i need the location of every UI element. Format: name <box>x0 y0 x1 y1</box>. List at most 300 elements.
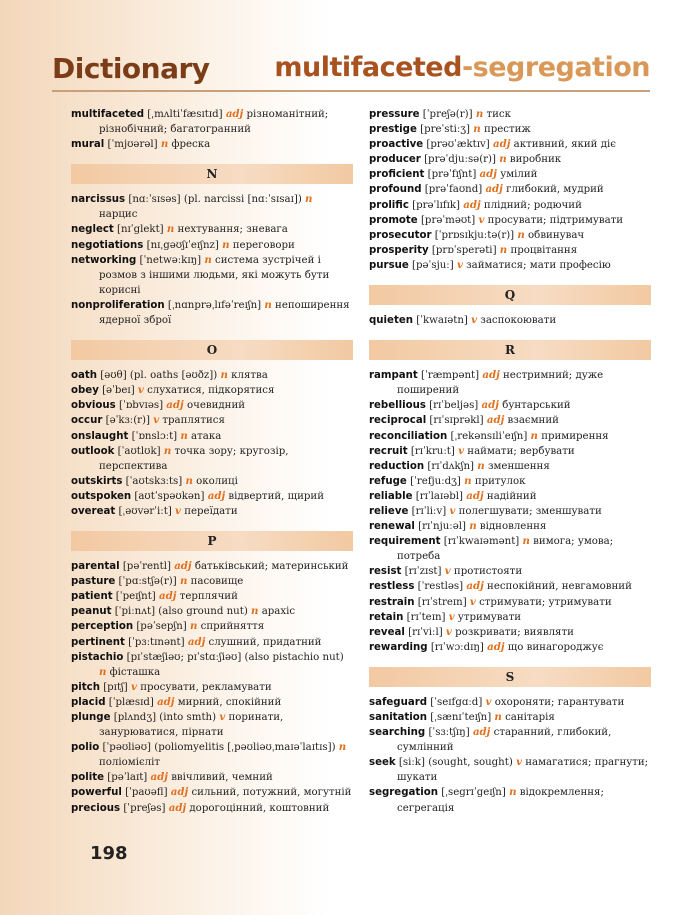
range-start: multifaceted <box>274 52 462 83</box>
transcription: [ˌnɑnprəˌlɪfəˈreɪʃn] <box>164 299 265 311</box>
headword: seek <box>369 757 396 769</box>
headword: reciprocal <box>369 415 427 427</box>
transcription: [ˈpreʃəs] <box>120 802 169 814</box>
dictionary-entry <box>369 625 651 640</box>
dictionary-entry <box>369 504 651 519</box>
dictionary-entry <box>71 398 353 413</box>
transcription: [ˈpreʃə(r)] <box>419 109 476 120</box>
definition: плідний; родючий <box>480 199 582 211</box>
definition: зменшення <box>484 460 550 472</box>
definition: слухатися, підкорятися <box>143 385 275 397</box>
headword: mural <box>71 139 105 151</box>
headword: outspoken <box>71 490 132 502</box>
definition: очевидний <box>183 400 246 412</box>
headword: perception <box>71 621 134 633</box>
headword: polite <box>71 772 105 784</box>
headword: powerful <box>71 787 122 799</box>
dictionary-entry <box>71 429 353 444</box>
transcription: [ˈprɒsɪkjuːtə(r)] <box>431 229 518 241</box>
section-letter: N <box>71 164 353 184</box>
definition: клятва <box>227 370 268 382</box>
definition: просувати, рекламувати <box>136 681 272 693</box>
dictionary-entry <box>71 238 353 253</box>
part-of-speech: n <box>530 429 538 442</box>
part-of-speech: adj <box>482 369 500 382</box>
part-of-speech: adj <box>472 726 491 739</box>
dictionary-entry <box>71 785 353 800</box>
definition: слушний, придатний <box>205 636 322 648</box>
definition: процвітання <box>507 244 578 256</box>
part-of-speech: adj <box>174 560 192 573</box>
dictionary-entry <box>369 429 651 444</box>
definition: протистояти <box>450 566 523 578</box>
dictionary-entry <box>369 785 651 815</box>
headword: rampant <box>369 370 418 382</box>
headword: outlook <box>71 445 115 457</box>
transcription: [rɪˈteɪn] <box>403 611 449 623</box>
definition: сильний, потужний, могутній <box>188 787 352 799</box>
definition: престиж <box>480 124 531 136</box>
dictionary-entry <box>71 107 353 137</box>
headword: reliable <box>369 490 413 502</box>
part-of-speech: adj <box>225 108 244 120</box>
headword: profound <box>369 184 422 196</box>
page-range <box>274 52 650 83</box>
transcription: [rɪˈsɪprəkl] <box>426 415 487 427</box>
transcription: [ˈaʊtlʊk] <box>114 445 164 457</box>
transcription: [prəˈfaʊnd] <box>421 184 486 196</box>
transcription: [rɪˈkwaɪəmənt] <box>440 536 523 548</box>
transcription: [siːk] (sought, sought) <box>395 757 517 769</box>
dictionary-entry <box>369 213 651 228</box>
dictionary-entry <box>71 368 353 383</box>
headword: pertinent <box>71 636 125 648</box>
definition: різноманітний; різнобічний; багатогранний <box>99 109 329 136</box>
part-of-speech: adj <box>157 695 175 708</box>
definition: непоширення ядерної зброї <box>99 299 350 327</box>
part-of-speech: adj <box>466 580 484 593</box>
part-of-speech: adj <box>486 414 505 427</box>
part-of-speech: n <box>189 620 198 633</box>
definition: атака <box>187 430 222 442</box>
dictionary-entry <box>369 725 651 755</box>
dictionary-entry <box>369 695 651 710</box>
part-of-speech: n <box>475 108 484 120</box>
headword: onslaught <box>71 430 129 442</box>
definition: намагатися; прагнути; шукати <box>397 757 649 784</box>
transcription: [ˈpɑːstʃə(r)] <box>115 576 180 588</box>
transcription: [ˈmjʊərəl] <box>104 139 161 151</box>
definition: санітарія <box>501 712 555 723</box>
definition: тиск <box>483 109 511 120</box>
transcription: [ˌsegrɪˈgeɪʃn] <box>437 787 510 799</box>
headword: outskirts <box>71 475 123 487</box>
definition: арахіс <box>258 606 296 618</box>
range-separator: - <box>461 52 473 83</box>
definition: відвертий, щирий <box>225 490 324 502</box>
definition: примирення <box>537 430 609 442</box>
part-of-speech: n <box>509 786 517 799</box>
transcription: [pəˈsepʃn] <box>133 621 190 633</box>
part-of-speech: v <box>516 756 522 769</box>
definition: неспокійний, невгамовний <box>483 581 632 593</box>
dictionary-entry <box>71 383 353 398</box>
definition: дорогоцінний, коштовний <box>186 802 330 814</box>
headword: proactive <box>369 139 424 151</box>
part-of-speech: n <box>517 228 525 241</box>
part-of-speech: n <box>185 474 193 487</box>
transcription: [ˈkwaɪətn] <box>412 315 472 327</box>
transcription: [rɪˈwɔːdɪŋ] <box>427 641 488 653</box>
part-of-speech: n <box>473 123 481 136</box>
part-of-speech: v <box>131 680 137 693</box>
headword: peanut <box>71 606 112 618</box>
headword: renewal <box>369 521 415 533</box>
headword: neglect <box>71 224 114 236</box>
transcription: [ˈrestləs] <box>414 581 467 593</box>
part-of-speech: n <box>220 369 228 382</box>
definition: система зустрічей і розмов з іншими людьми, які можуть бути корисні <box>99 254 330 296</box>
right-column <box>369 107 651 816</box>
headword: safeguard <box>369 696 428 708</box>
definition: фісташка <box>106 666 161 678</box>
dictionary-entry <box>71 413 353 428</box>
headword: placid <box>71 696 106 708</box>
transcription: [plʌndʒ] (into smth) <box>110 712 220 723</box>
part-of-speech: adj <box>159 590 177 603</box>
part-of-speech: adj <box>485 183 503 196</box>
transcription: [rɪˈnjuːəl] <box>414 521 470 533</box>
definition: переговори <box>229 239 295 251</box>
transcription: [rɪˈviːl] <box>404 626 446 638</box>
dictionary-entry <box>71 574 353 589</box>
dictionary-entry <box>369 640 651 655</box>
dictionary-entry <box>369 534 651 564</box>
transcription: [ˌəʊvərˈiːt] <box>115 505 176 517</box>
definition: умілий <box>496 169 538 181</box>
part-of-speech: v <box>471 314 478 327</box>
dictionary-entry <box>71 504 353 519</box>
headword: multifaceted <box>71 109 145 120</box>
definition: обвинувач <box>524 229 585 241</box>
dictionary-entry <box>369 198 651 213</box>
headword: quieten <box>369 315 413 327</box>
page-title: Dictionary <box>52 52 210 85</box>
dictionary-entry <box>369 489 651 504</box>
section-letter: R <box>369 340 651 360</box>
transcription: [ˌsænɪˈteɪʃn] <box>427 712 495 723</box>
part-of-speech: n <box>464 474 472 487</box>
headword: obvious <box>71 400 116 412</box>
headword: resist <box>369 566 402 578</box>
dictionary-entry <box>71 635 353 650</box>
headword: requirement <box>369 536 441 548</box>
part-of-speech: adj <box>207 489 226 502</box>
headword: reduction <box>369 460 425 472</box>
part-of-speech: v <box>485 695 492 708</box>
transcription: [ˈpəʊliəʊ] (poliomyelitis [ˌpəʊliəʊˌmaɪəˈlaɪtɪs]) <box>99 742 339 754</box>
part-of-speech: n <box>160 138 169 151</box>
headword: precious <box>71 802 121 814</box>
dictionary-entry <box>369 444 651 459</box>
part-of-speech: adj <box>170 786 189 799</box>
definition: околиці <box>192 475 238 487</box>
dictionary-entry <box>369 459 651 474</box>
transcription: [pɪtʃ] <box>99 681 132 693</box>
definition: нехтування; зневага <box>174 224 288 236</box>
part-of-speech: v <box>137 384 144 397</box>
transcription: [ˈpɜːtɪnənt] <box>124 636 188 648</box>
definition: притулок <box>471 475 526 487</box>
transcription: [ˈræmpənt] <box>417 370 483 382</box>
transcription: [ˈseɪfgɑːd] <box>427 696 486 708</box>
part-of-speech: adj <box>166 399 184 412</box>
section-letter: P <box>71 531 353 551</box>
left-column <box>71 107 353 816</box>
transcription: [pəˈrentl] <box>119 561 175 573</box>
dictionary-entry <box>71 619 353 634</box>
dictionary-entry <box>369 368 651 398</box>
definition: траплятися <box>159 415 225 427</box>
definition: надійний <box>483 490 537 502</box>
definition: фреска <box>168 139 211 151</box>
headword: polio <box>71 742 100 754</box>
headword: prosperity <box>369 244 429 256</box>
part-of-speech: adj <box>150 771 168 784</box>
headword: searching <box>369 727 426 739</box>
dictionary-entry <box>71 680 353 695</box>
part-of-speech: adj <box>481 399 499 412</box>
definition: бунтарський <box>498 400 571 412</box>
part-of-speech: n <box>251 605 259 618</box>
dictionary-entry <box>369 755 651 785</box>
transcription: [ˈɒbvɪəs] <box>115 400 167 412</box>
headword: reveal <box>369 626 405 638</box>
headword: parental <box>71 561 120 573</box>
definition: відокремлення; сегрегація <box>397 787 604 814</box>
transcription: [prəˈməʊt] <box>417 214 479 226</box>
part-of-speech: v <box>449 504 456 517</box>
dictionary-entry <box>71 489 353 504</box>
transcription: [pəˈsjuː] <box>408 259 457 271</box>
header-divider <box>52 90 650 92</box>
part-of-speech: n <box>477 459 485 472</box>
part-of-speech: v <box>448 610 455 623</box>
dictionary-entry <box>71 444 353 474</box>
part-of-speech: n <box>163 444 172 457</box>
headword: refuge <box>369 475 407 487</box>
dictionary-entry <box>369 564 651 579</box>
definition: що винагороджує <box>504 641 604 653</box>
definition: ввічливий, чемний <box>167 772 273 784</box>
dictionary-entry <box>369 122 651 137</box>
definition: полегшувати; зменшувати <box>455 505 602 517</box>
definition: розкривати; виявляти <box>451 626 574 638</box>
dictionary-entry <box>71 474 353 489</box>
transcription: [prəˈdjuːsə(r)] <box>420 154 500 166</box>
transcription: [preˈstiːʒ] <box>416 124 474 136</box>
headword: segregation <box>369 787 438 799</box>
part-of-speech: n <box>305 193 313 206</box>
headword: restless <box>369 581 415 593</box>
headword: nonproliferation <box>71 299 165 311</box>
headword: rebellious <box>369 400 426 412</box>
dictionary-entry <box>71 801 353 816</box>
definition: старанний, глибокий, сумлінний <box>397 727 612 754</box>
transcription: [rɪˈbeljəs] <box>425 400 482 412</box>
dictionary-entry <box>71 604 353 619</box>
definition: заспокоювати <box>477 315 557 327</box>
part-of-speech: n <box>99 665 107 678</box>
dictionary-entry <box>369 595 651 610</box>
headword: negotiations <box>71 239 144 251</box>
dictionary-entry <box>369 398 651 413</box>
dictionary-entry <box>369 258 651 273</box>
transcription: [pəˈlaɪt] <box>104 772 151 784</box>
headword: overeat <box>71 505 116 517</box>
dictionary-entry <box>71 559 353 574</box>
definition: поліомієліт <box>99 757 161 769</box>
part-of-speech: n <box>180 429 188 442</box>
definition: активний, який діє <box>510 139 616 151</box>
headword: patient <box>71 591 113 603</box>
dictionary-entry <box>369 579 651 594</box>
headword: networking <box>71 254 137 266</box>
transcription: [prəʊˈæktɪv] <box>423 139 493 151</box>
part-of-speech: v <box>445 625 452 638</box>
transcription: [ˌrekənsɪliˈeɪʃn] <box>447 430 531 442</box>
transcription: [ˈpeɪʃnt] <box>112 591 160 603</box>
definition: мирний, спокійний <box>174 696 282 708</box>
part-of-speech: n <box>469 520 477 533</box>
part-of-speech: adj <box>492 138 511 151</box>
headword: recruit <box>369 445 408 457</box>
definition: терплячий <box>176 591 238 603</box>
definition: охороняти; гарантувати <box>491 696 625 708</box>
dictionary-entry <box>71 298 353 328</box>
transcription: [ˈpaʊəfl] <box>121 787 171 799</box>
page-number: 198 <box>90 843 128 864</box>
transcription: [aʊtˈspəʊkən] <box>131 490 208 502</box>
part-of-speech: n <box>166 223 175 236</box>
section-letter: S <box>369 667 651 687</box>
part-of-speech: v <box>153 414 160 427</box>
dictionary-entry <box>369 413 651 428</box>
headword: pitch <box>71 681 100 693</box>
transcription: [ˈnetwəːkɪŋ] <box>136 254 205 266</box>
part-of-speech: adj <box>187 635 206 648</box>
dictionary-entry <box>71 740 353 770</box>
transcription: [ˈplæsɪd] <box>105 696 158 708</box>
transcription: [rɪˈzɪst] <box>401 566 445 578</box>
dictionary-entry <box>369 519 651 534</box>
definition: поринати, занурюватися, пірнати <box>99 712 284 739</box>
definition: відновлення <box>476 521 547 533</box>
transcription: [pɪˈstæʃiəʊ; pɪˈstɑːʃiəʊ] (also pistachio nut) <box>123 651 344 663</box>
headword: restrain <box>369 596 415 608</box>
headword: pistachio <box>71 651 124 663</box>
definition: переїдати <box>180 505 238 517</box>
transcription: [rɪˈliːv] <box>408 505 450 517</box>
transcription: [ˈpiːnʌt] (also ground nut) <box>111 606 252 618</box>
headword: pressure <box>369 109 420 120</box>
definition: стримувати; утримувати <box>475 596 612 608</box>
dictionary-entry <box>369 228 651 243</box>
dictionary-entry <box>71 770 353 785</box>
part-of-speech: adj <box>479 168 497 181</box>
headword: prolific <box>369 199 409 211</box>
part-of-speech: v <box>456 258 463 271</box>
transcription: [ˈsɜːtʃɪŋ] <box>425 727 473 739</box>
part-of-speech: v <box>175 504 181 517</box>
transcription: [prɒˈsperəti] <box>428 244 500 256</box>
dictionary-entry <box>369 167 651 182</box>
transcription: [ˈɒnslɔːt] <box>128 430 181 442</box>
dictionary-entry <box>71 650 353 680</box>
definition: наймати; вербувати <box>464 445 575 457</box>
part-of-speech: n <box>338 741 347 754</box>
headword: narcissus <box>71 194 126 206</box>
headword: sanitation <box>369 712 428 723</box>
headword: proficient <box>369 169 425 181</box>
headword: producer <box>369 154 421 166</box>
definition: вимога; умова; потреба <box>397 536 614 563</box>
part-of-speech: n <box>494 711 502 723</box>
dictionary-entry <box>71 137 353 152</box>
dictionary-entry <box>71 695 353 710</box>
section-letter: O <box>71 340 353 360</box>
headword: promote <box>369 214 418 226</box>
part-of-speech: n <box>499 153 507 166</box>
transcription: [ˈrefjuːdʒ] <box>406 475 465 487</box>
transcription: [ˈaʊtskɜːts] <box>122 475 186 487</box>
definition: батьківський; материнський <box>191 561 349 573</box>
definition: просувати; підтримувати <box>484 214 624 226</box>
dictionary-entry <box>71 192 353 222</box>
headword: relieve <box>369 505 409 517</box>
part-of-speech: adj <box>487 640 505 653</box>
transcription: [əʊθ] (pl. oaths [əʊðz]) <box>97 370 221 382</box>
dictionary-entry <box>369 710 651 725</box>
transcription: [əˈbeɪ] <box>98 385 138 397</box>
transcription: [prəˈlɪfɪk] <box>408 199 464 211</box>
part-of-speech: n <box>204 253 212 266</box>
part-of-speech: v <box>219 711 226 723</box>
transcription: [nɑːˈsɪsəs] (pl. narcissi [nɑːˈsɪsaɪ]) <box>125 194 306 206</box>
definition: займатися; мати професію <box>462 259 611 271</box>
dictionary-entry <box>71 710 353 740</box>
headword: retain <box>369 611 404 623</box>
definition: глибокий, мудрий <box>502 184 604 196</box>
headword: pasture <box>71 576 116 588</box>
transcription: [rɪˈstreɪn] <box>414 596 470 608</box>
transcription: [prəˈfɪʃnt] <box>424 169 480 181</box>
part-of-speech: n <box>264 298 272 311</box>
dictionary-entry <box>369 107 651 122</box>
transcription: [ˌmʌltiˈfæsɪtɪd] <box>144 109 226 120</box>
definition: пасовище <box>187 576 244 588</box>
headword: occur <box>71 415 103 427</box>
dictionary-entry <box>71 589 353 604</box>
definition: нарцис <box>99 209 138 221</box>
headword: prestige <box>369 124 417 136</box>
definition: сприйняття <box>197 621 265 633</box>
part-of-speech: v <box>469 595 476 608</box>
dictionary-entry <box>369 152 651 167</box>
definition: утримувати <box>454 611 521 623</box>
transcription: [rɪˈkruːt] <box>407 445 459 457</box>
headword: pursue <box>369 259 409 271</box>
